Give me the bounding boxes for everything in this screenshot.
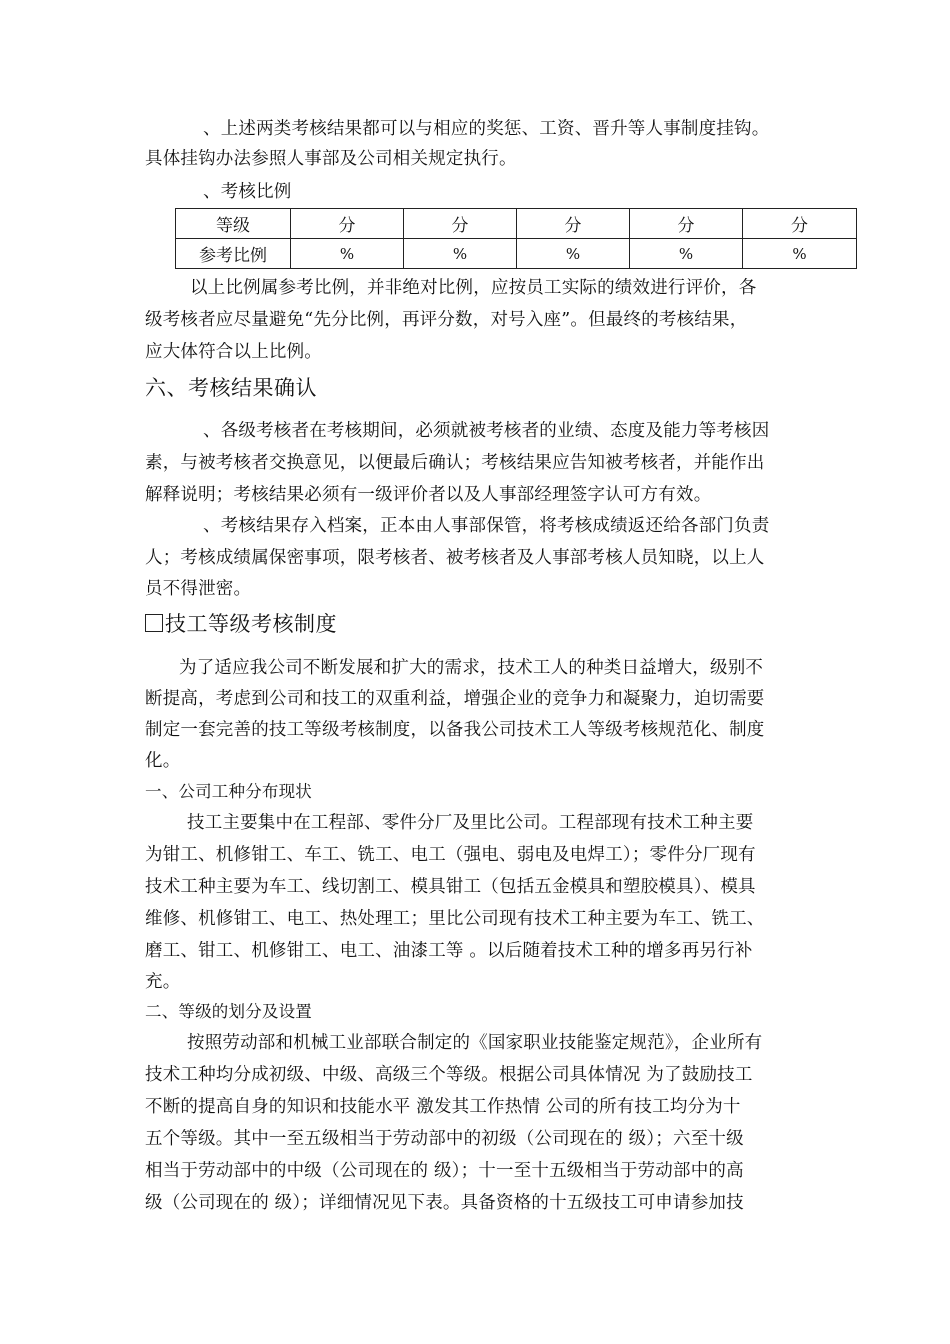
paragraph-line: 为钳工、机修钳工、车工、铣工、电工（强电、弱电及电焊工）；零件分厂现有 [145,845,756,865]
table-cell: 分 [743,209,857,239]
paragraph-line: 人；考核成绩属保密事项，限考核者、被考核者及人事部考核人员知晓，以上人 [145,548,765,568]
section-heading-text: 技工等级考核制度 [165,612,337,636]
paragraph-line: 磨工、钳工、机修钳工、电工、油漆工等 。以后随着技术工种的增多再另行补 [145,941,753,961]
paragraph-line: 技工主要集中在工程部、零件分厂及里比公司。工程部现有技术工种主要 [187,813,754,833]
subsection-title: 一、公司工种分布现状 [145,782,312,801]
paragraph-line: 、考核结果存入档案，正本由人事部保管，将考核成绩返还给各部门负责 [203,516,770,536]
paragraph-line: 解释说明；考核结果必须有一级评价者以及人事部经理签字认可方有效。 [145,485,712,505]
ratio-table [175,208,857,269]
table-cell: % [517,239,630,269]
paragraph-line: 五个等级。其中一至五级相当于劳动部中的初级（公司现在的 级）；六至十级 [145,1129,744,1149]
paragraph-line: 维修、机修钳工、电工、热处理工；里比公司现有技术工种主要为车工、铣工、 [145,909,765,929]
table-cell: 分 [517,209,630,239]
section-heading [145,611,337,637]
table-cell: % [630,239,743,269]
paragraph-line: 相当于劳动部中的中级（公司现在的 级）；十一至十五级相当于劳动部中的高 [145,1161,744,1181]
paragraph-line: 级考核者应尽量避免“先分比例，再评分数，对号入座”。但最终的考核结果， [145,310,748,330]
paragraph-line: 断提高，考虑到公司和技工的双重利益，增强企业的竞争力和凝聚力，迫切需要 [145,689,765,709]
table-cell: % [404,239,517,269]
paragraph-line: 应大体符合以上比例。 [145,342,322,362]
paragraph-line: 不断的提高自身的知识和技能水平 激发其工作热情 公司的所有技工均分为十 [145,1097,741,1117]
table-cell: 等级 [176,209,291,239]
table-cell: % [743,239,857,269]
paragraph-line: 素，与被考核者交换意见，以便最后确认；考核结果应告知被考核者，并能作出 [145,453,765,473]
paragraph-line: 技术工种主要为车工、线切割工、模具钳工（包括五金模具和塑胶模具）、模具 [145,877,756,897]
paragraph-line: 按照劳动部和机械工业部联合制定的《国家职业技能鉴定规范》，企业所有 [187,1033,763,1053]
paragraph-line: 制定一套完善的技工等级考核制度，以备我公司技术工人等级考核规范化、制度 [145,720,765,740]
paragraph-line: 充。 [145,972,181,992]
table-row [176,209,857,239]
ratio-title: 、考核比例 [203,182,292,202]
checkbox-icon [145,614,163,632]
paragraph-line: 、上述两类考核结果都可以与相应的奖惩、工资、晋升等人事制度挂钩。 [203,119,770,139]
table-row [176,239,857,269]
table-cell: 分 [630,209,743,239]
table-cell: 分 [404,209,517,239]
paragraph-line: 技术工种均分成初级、中级、高级三个等级。根据公司具体情况 为了鼓励技工 [145,1065,753,1085]
paragraph-line: 为了适应我公司不断发展和扩大的需求，技术工人的种类日益增大，级别不 [179,658,764,678]
paragraph-line: 化。 [145,751,181,771]
section-heading: 六、考核结果确认 [145,376,317,400]
paragraph-line: 具体挂钩办法参照人事部及公司相关规定执行。 [145,149,517,169]
paragraph-line: 员不得泄密。 [145,579,252,599]
table-cell: 分 [291,209,404,239]
subsection-title: 二、等级的划分及设置 [145,1002,312,1021]
paragraph-line: 级（公司现在的 级）；详细情况见下表。具备资格的十五级技工可申请参加技 [145,1193,744,1213]
paragraph-line: 、各级考核者在考核期间，必须就被考核者的业绩、态度及能力等考核因 [203,421,770,441]
table-cell: 参考比例 [176,239,291,269]
paragraph-line: 以上比例属参考比例，并非绝对比例，应按员工实际的绩效进行评价，各 [190,278,757,298]
table-cell: % [291,239,404,269]
